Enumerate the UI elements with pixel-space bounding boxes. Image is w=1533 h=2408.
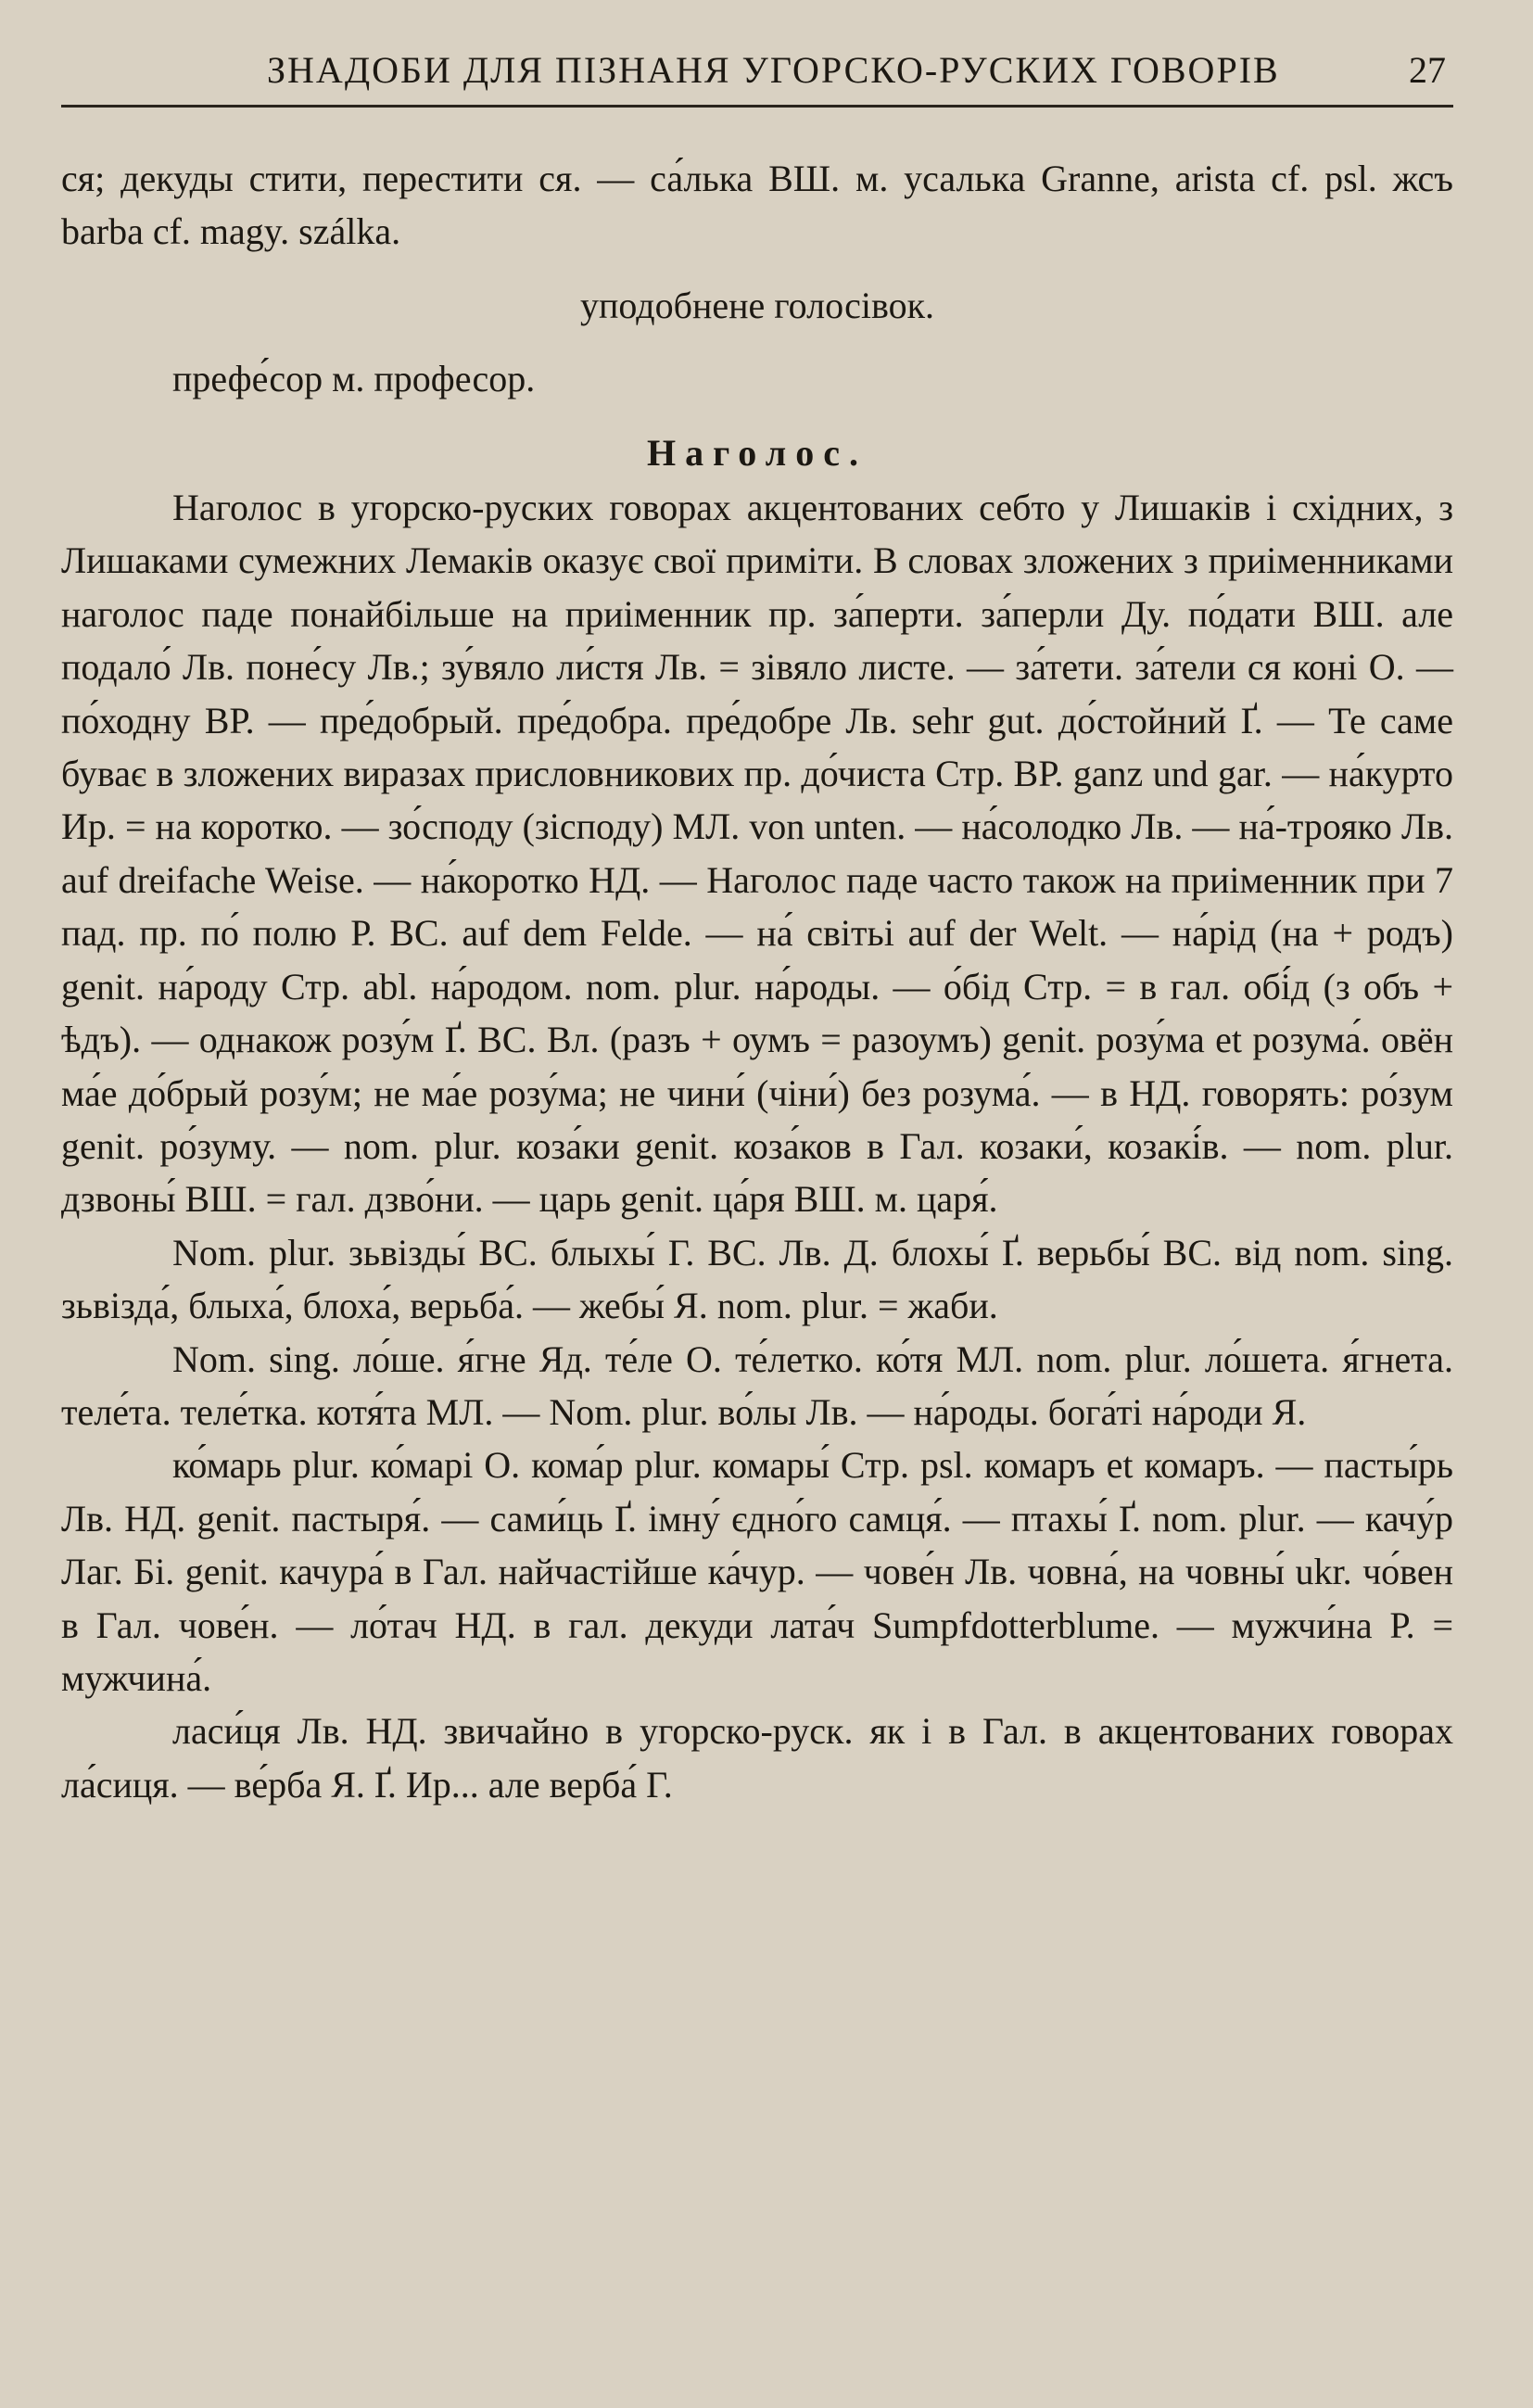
page-number: 27 — [1409, 49, 1446, 91]
body-text — [61, 152, 1453, 1811]
paragraph-nom-sing: Nom. sing. ло́ше. я́гне Яд. те́ле О. те́летко. ко́тя МЛ. nom. plur. ло́шета. я́гнета. теле́та. теле́тка. котя́та МЛ. — Nom. plur. во́лы Лв. — на́роды. бога́ті на́роди Я. — [61, 1337, 1453, 1433]
paragraph-stress-main: Наголос в угорско-руских говорах акцентованих себто у Лишаків і східних, з Лишаками сумежних Лемаків оказує свої приміти. В словах зложених з приіменниками наголос паде понайбільше на приіменник пр. за́перти. за́перли Ду. по́дати ВШ. але подало́ Лв. поне́су Лв.; зу́вяло ли́стя Лв. = зівяло листе. — за́тети. за́тели ся коні О. — по́ходну ВР. — пре́добрый. пре́добра. пре́добре Лв. sehr gut. до́стойний Ґ. — Те саме буває в зложених виразах присловникових пр. до́чиста Стр. ВР. ganz und gar. — на́курто Ир. = на коротко. — зо́споду (зісподу) МЛ. von unten. — на́солодко Лв. — на́-трояко Лв. auf dreifache Weise. — на́коротко НД. — Наголос паде часто також на приіменник при 7 пад. пр. по́ полю Р. ВС. auf dem Felde. — на́ світьі auf der Welt. — на́рід (на + родъ) genit. на́роду Стр. abl. на́родом. nom. plur. на́роды. — о́бід Стр. = в гал. обі́д (з объ + ѣдъ). — однакож розу́м Ґ. ВС. Вл. (разъ + оумъ = разоумъ) genit. розу́ма et розума́. овён ма́е до́брый розу́м; не ма́е розу́ма; не чини́ (чіни́) без розума́. — в НД. говорять: ро́зум genit. ро́зуму. — nom. plur. коза́ки genit. коза́ков в Гал. козаки́, козакі́в. — nom. plur. дзвоны́ ВШ. = гал. дзво́ни. — царь genit. ца́ря ВШ. м. царя́. — [61, 487, 1453, 1221]
running-head — [61, 48, 1453, 108]
section-note: уподобнене голосівок. — [579, 284, 935, 326]
running-title: ЗНАДОБИ ДЛЯ ПІЗНАНЯ УГОРСКО-РУСКИХ ГОВОРІВ — [267, 49, 1280, 91]
paragraph-lasycia: ласи́ця Лв. НД. звичайно в угорско-руск. як і в Гал. в акцентованих говорах ла́сиця. — ве́рба Я. Ґ. Ир... але верба́ Г. — [61, 1710, 1453, 1806]
section-heading: Наголос. — [647, 431, 868, 474]
paragraph-komar: ко́марь plur. ко́марі О. кома́р plur. комары́ Стр. psl. комаръ et комаръ. — пасты́рь Лв. НД. genit. пастыря́. — сами́ць Ґ. імну́ єдно́го самця́. — птахы́ Ґ. nom. plur. — качу́р Лаг. Бі. genit. качура́ в Гал. найчастійше ка́чур. — чове́н Лв. човна́, на човны́ ukr. чо́вен в Гал. чове́н. — ло́тач НД. в гал. декуди лата́ч Sumpfdotterblume. — мужчи́на Р. = мужчина́. — [61, 1444, 1453, 1699]
paragraph-nom-plur: Nom. plur. зьвізды́ ВС. блыхы́ Г. ВС. Лв. Д. блохы́ Ґ. верьбы́ ВС. від nom. sing. зьвізда́, блыха́, блоха́, верьба́. — жебы́ Я. nom. plur. = жаби. — [61, 1231, 1453, 1327]
paragraph-continuation: ся; декуды стити, перестити ся. — са́лька ВШ. м. усалька Granne, arista cf. psl. жсъ barba cf. magy. szálka. — [61, 158, 1453, 253]
paragraph-example: префе́сор м. професор. — [172, 358, 536, 400]
